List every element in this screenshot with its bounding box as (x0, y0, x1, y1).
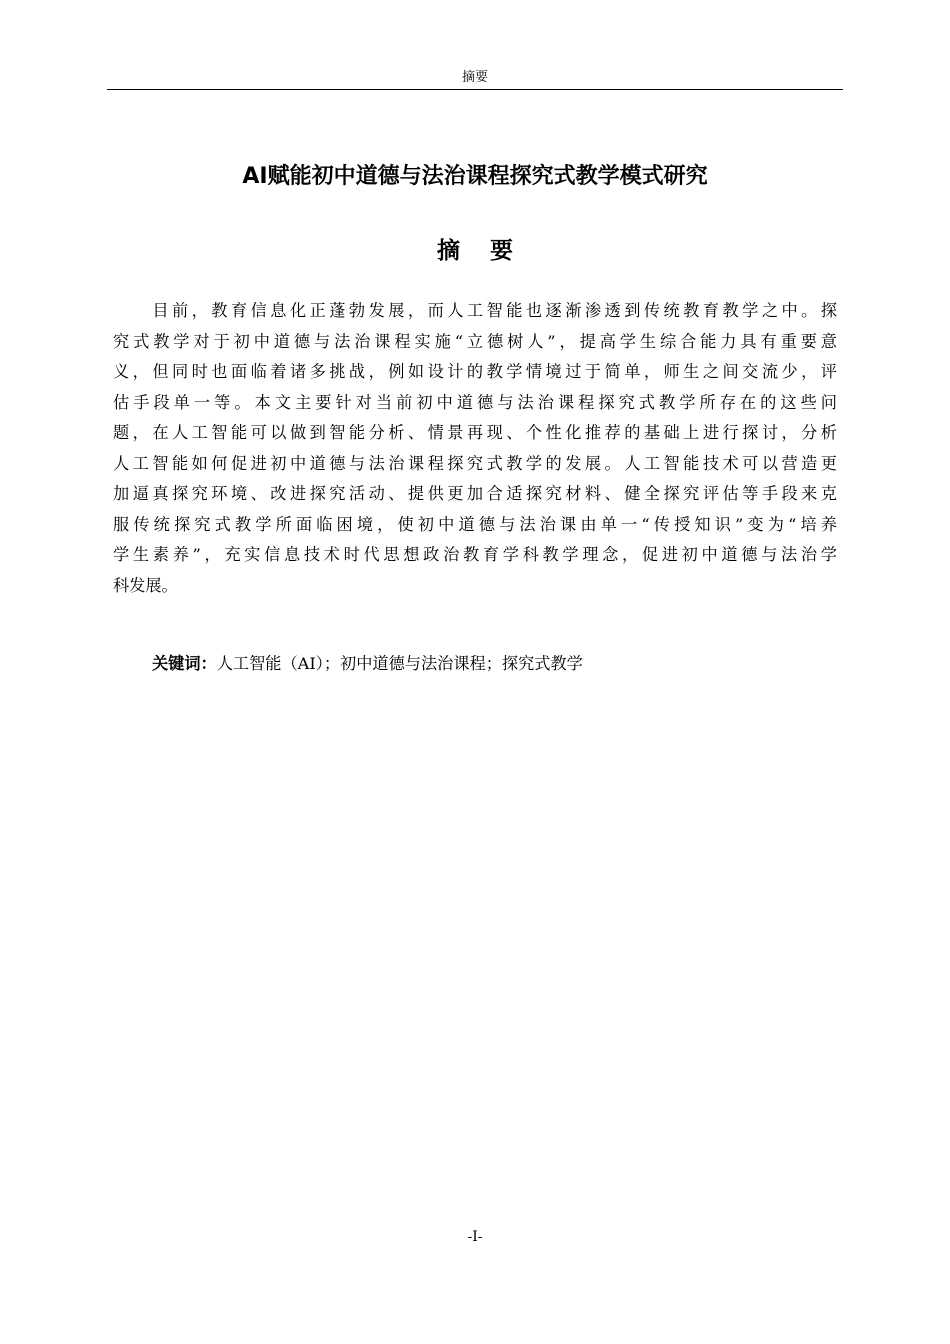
abstract-line: 科发展。 (113, 575, 178, 595)
abstract-body (113, 296, 837, 601)
abstract-heading: 摘要 (437, 238, 543, 264)
abstract-line: 人工智能如何促进初中道德与法治课程探究式教学的发展。人工智能技术可以营造更 (113, 453, 837, 473)
abstract-line: 加逼真探究环境、改进探究活动、提供更加合适探究材料、健全探究评估等手段来克 (113, 484, 837, 503)
keywords (152, 650, 583, 678)
abstract-line: 题，在人工智能可以做到智能分析、情景再现、个性化推荐的基础上进行探讨，分析 (113, 423, 837, 442)
abstract-line: 义，但同时也面临着诸多挑战，例如设计的教学情境过于简单，师生之间交流少，评 (113, 362, 837, 381)
page-number: -I- (467, 1229, 483, 1245)
header-rule (107, 89, 843, 90)
abstract-line: 服传统探究式教学所面临困境，使初中道德与法治课由单一“传授知识”变为“培养 (113, 514, 837, 534)
running-header: 摘要 (461, 70, 488, 85)
abstract-line: 究式教学对于初中道德与法治课程实施“立德树人”，提高学生综合能力具有重要意 (113, 331, 837, 351)
abstract-line: 估手段单一等。本文主要针对当前初中道德与法治课程探究式教学所存在的这些问 (113, 392, 837, 412)
abstract-line: 学生素养”，充实信息技术时代思想政治教育学科教学理念，促进初中道德与法治学 (113, 545, 837, 564)
paper-title: AI赋能初中道德与法治课程探究式教学模式研究 (242, 164, 708, 189)
abstract-line: 目前，教育信息化正蓬勃发展，而人工智能也逐渐渗透到传统教育教学之中。探 (113, 301, 837, 320)
keywords-label: 关键词： (152, 654, 217, 673)
keywords-value: 人工智能（AI）；初中道德与法治课程；探究式教学 (216, 654, 583, 673)
